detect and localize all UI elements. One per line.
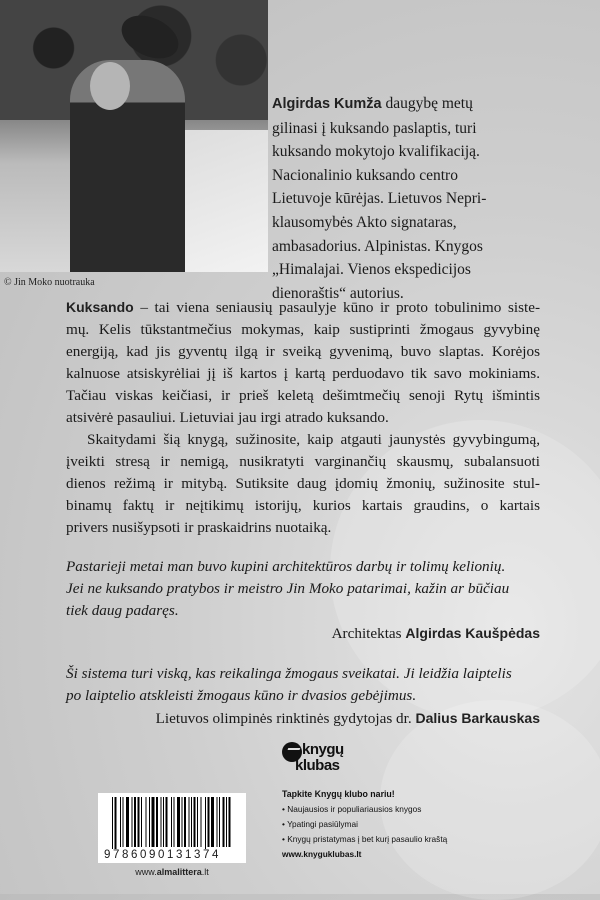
isbn-number: 9786090131374 — [104, 849, 221, 861]
quote-author-role: Lietuvos olimpinės rinktinės gydytojas dr. — [155, 710, 416, 727]
barcode-bar — [229, 797, 231, 847]
barcode-bar — [194, 797, 196, 847]
logo-text: klubas — [295, 757, 340, 774]
barcode-bar — [189, 797, 190, 847]
quote-line: po laiptelio atskleisti žmogaus kūno ir dvasios gebėjimus. — [66, 687, 417, 704]
description-line: kalnuose atsiskyrėliai jį iš kartos į kartą perduodavo tik savo mokiniams. — [66, 365, 540, 382]
barcode-bar — [191, 797, 192, 847]
quote-1-attribution — [66, 622, 540, 645]
quote-author: Algirdas Kaušpėdas — [405, 625, 540, 641]
bio-line: kuksando mokytojo kvalifikaciją. — [272, 143, 480, 161]
club-heading: Tapkite Knygų klubo nariu! — [282, 789, 395, 799]
barcode-bar — [123, 797, 124, 847]
description-line: – tai viena seniausių pasaulyje kūno ir proto tobulinimo siste- — [133, 299, 540, 316]
barcode-bar — [141, 797, 142, 847]
barcode-bar — [120, 797, 121, 847]
logo-text: knygų — [302, 741, 344, 758]
barcode-bar — [184, 797, 186, 847]
barcode-bar — [132, 797, 133, 847]
barcode-bar — [149, 797, 150, 847]
quote-2-attribution — [66, 707, 540, 730]
club-item: • Ypatingi pasiūlymai — [282, 819, 358, 829]
bio-line: Lietuvoje kūrėjas. Lietuvos Nepri- — [272, 190, 487, 208]
photo-caption: © Jin Moko nuotrauka — [4, 277, 95, 288]
club-item: • Knygų pristatymas į bet kurį pasaulio kraštą — [282, 834, 448, 844]
barcode-bar — [174, 797, 175, 847]
bio-line: „Himalajai. Vienos ekspedicijos — [272, 261, 471, 279]
barcode-bar — [223, 797, 225, 847]
barcode-bar — [211, 797, 214, 847]
bio-line: dienoraštis“ autorius. — [272, 284, 404, 302]
bio-line: gilinasi į kuksando paslaptis, turi — [272, 119, 477, 137]
description-line: Tačiau viskas keičiasi, ir prieš keletą dešimtmečių senoji Rytų išmintis — [66, 387, 540, 404]
description-line: įveikti stresą ir nemigą, nusikratyti varginančių skausmų, subalansuoti — [66, 453, 540, 470]
bio-line: daugybę metų — [381, 95, 473, 112]
isbn-barcode — [98, 793, 246, 863]
barcode-bar — [226, 797, 227, 847]
description-line: Skaitydami šią knygą, sužinosite, kaip atgauti jaunystės gyvybingumą, — [87, 431, 540, 448]
barcode-bar — [219, 797, 220, 847]
author-name: Algirdas Kumža — [272, 96, 382, 112]
knygu-klubas-logo — [282, 742, 352, 782]
bio-line: ambasadorius. Alpinistas. Knygos — [272, 237, 483, 255]
book-description — [66, 296, 540, 539]
barcode-bar — [171, 797, 172, 847]
description-line: dienos režimą ir mitybą. Sutiksite daug įdomių žmonių, sužinosite stul- — [66, 475, 540, 492]
quote-line: tiek daug padaręs. — [66, 602, 179, 619]
description-line: privers nusišypsoti ir praskaidrins nuotaiką. — [66, 519, 332, 536]
barcode-bar — [163, 797, 164, 847]
description-line: binamų faktų ir neįtikimų istorijų, kurios kartais graudins, o kartais — [66, 497, 540, 514]
barcode-bar — [197, 797, 198, 847]
club-item: • Naujausios ir populiariausios knygos — [282, 804, 422, 814]
barcode-bar — [182, 797, 183, 847]
bio-line: Nacionalinio kuksando centro — [272, 166, 458, 184]
site-part: .lt — [201, 867, 209, 877]
quote-line: Pastarieji metai man buvo kupini architektūros darbų ir tolimų kelionių. — [66, 558, 506, 575]
barcode-bar — [138, 797, 140, 847]
site-part: www. — [135, 867, 157, 877]
barcode-bar — [208, 797, 210, 847]
quote-2 — [66, 663, 540, 707]
barcode-bar — [161, 797, 162, 847]
quote-author-role: Architektas — [331, 625, 406, 642]
author-bio — [272, 92, 542, 305]
barcode-bar — [201, 797, 202, 847]
description-lead: Kuksando — [66, 299, 134, 315]
publisher-website[interactable] — [98, 867, 246, 877]
bio-line: klausomybės Akto signataras, — [272, 213, 457, 231]
book-club-promo — [282, 787, 447, 862]
barcode-bar — [134, 797, 136, 847]
quote-line: Ši sistema turi viską, kas reikalinga žmogaus sveikatai. Ji leidžia laiptelis — [66, 665, 512, 682]
quote-author: Dalius Barkauskas — [415, 710, 540, 726]
quote-line: Jei ne kuksando pratybos ir meistro Jin Moko patarimai, kažin ar būčiau — [66, 580, 510, 597]
barcode-bar — [166, 797, 168, 847]
author-photo — [0, 0, 268, 272]
description-line: atsivėrė pasauliui. Lietuviai jau irgi atrado kuksando. — [66, 409, 389, 426]
description-line: mų. Kelis tūkstantmečius mokymas, kaip sustiprinti žmogaus gyvybinę — [66, 321, 540, 338]
barcode-bar — [126, 797, 129, 847]
barcode-bar — [156, 797, 158, 847]
description-line: energiją, kad jis gyventų ilgą ir sveiką gyvenimą, buvo slaptas. Korėjos — [66, 343, 540, 360]
barcode-bar — [177, 797, 180, 847]
barcode-bar — [146, 797, 147, 847]
club-website[interactable]: www.knyguklubas.lt — [282, 849, 362, 859]
barcode-bar — [217, 797, 218, 847]
quote-1 — [66, 556, 540, 622]
site-part: almalittera — [156, 867, 202, 877]
barcode-bar — [152, 797, 155, 847]
